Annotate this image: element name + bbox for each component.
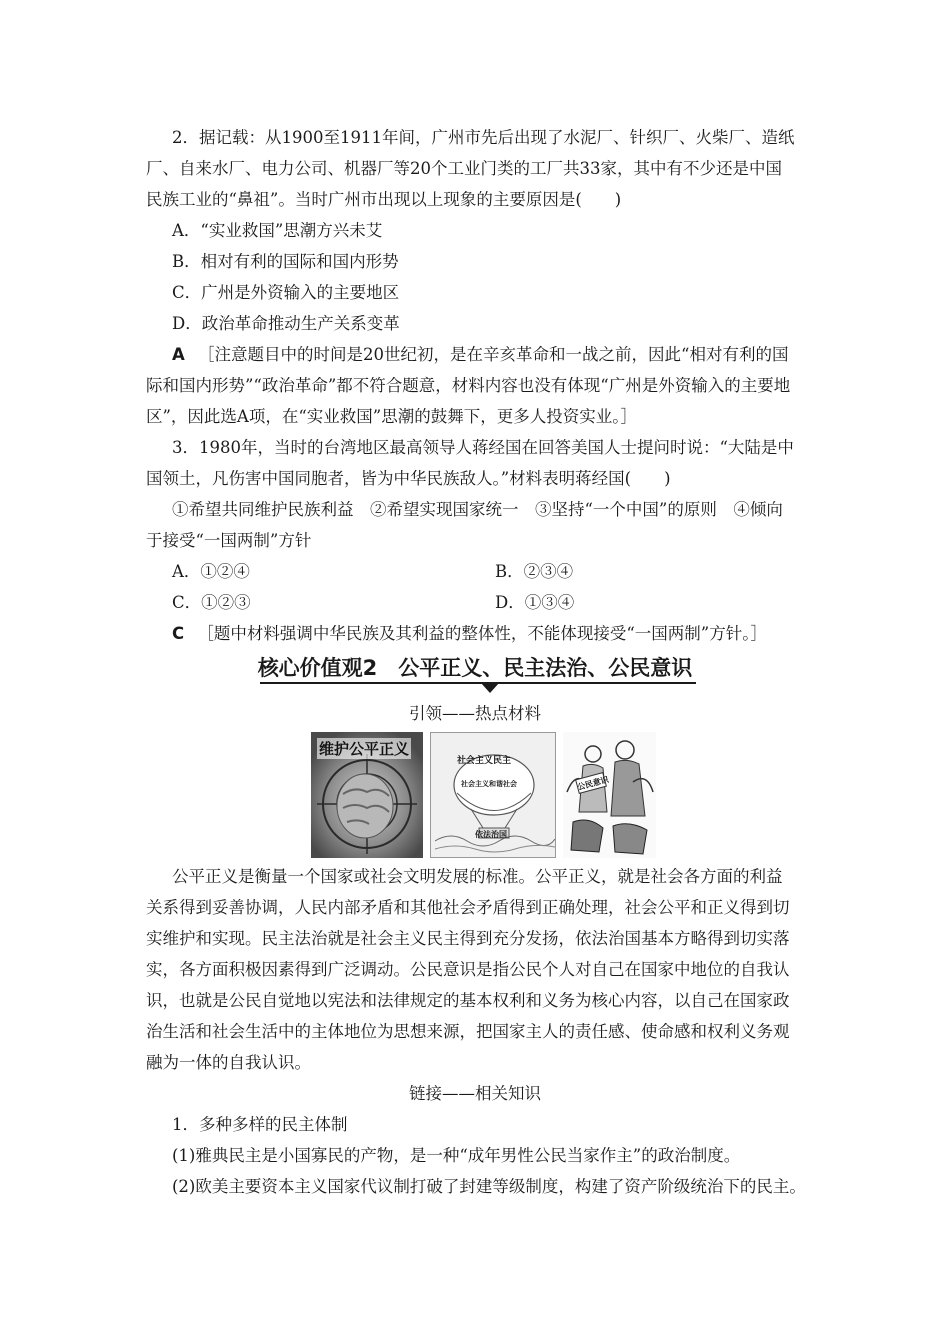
- para-line6: 治生活和社会生活中的主体地位为思想来源，把国家主人的责任感、使命感和权利义务观: [146, 1022, 790, 1041]
- q2-option-c: C．广州是外资输入的主要地区: [172, 283, 400, 302]
- q2-answer-line1: ［注意题目中的时间是20世纪初，是在辛亥革命和一战之前，因此“相对有利的国: [198, 345, 789, 364]
- q3-option-c: C．①②③: [172, 593, 251, 612]
- para-line4: 实，各方面积极因素得到广泛调动。公民意识是指公民个人对自己在国家中地位的自我认: [146, 960, 790, 979]
- q2-line2: 厂、自来水厂、电力公司、机器厂等20个工业门类的工厂共33家，其中有不少还是中国: [146, 159, 782, 178]
- q2-answer-line3: 区”，因此选A项，在“实业救国”思潮的鼓舞下，更多人投资实业。］: [146, 407, 637, 426]
- q3-line1: 3．1980年，当时的台湾地区最高领导人蒋经国在回答美国人士提问时说：“大陆是中: [172, 438, 794, 457]
- q3-option-d: D．①③④: [495, 593, 575, 612]
- citizen-sketch-icon: [563, 732, 656, 858]
- section-title-rule: [260, 682, 696, 684]
- democracy-rule-of-law-image: [430, 732, 556, 858]
- triangle-marker-icon: [481, 683, 499, 693]
- link-title: 链接——相关知识: [409, 1084, 541, 1103]
- para-line7: 融为一体的自我认识。: [146, 1053, 311, 1072]
- q2-line3: 民族工业的“鼻祖”。当时广州市出现以上现象的主要原因是( ): [146, 190, 622, 209]
- q3-option-a: A．①②④: [172, 562, 250, 581]
- img3-caption: 公民意识: [576, 775, 610, 792]
- q2-answer: [172, 344, 788, 366]
- section-title: 核心价值观2 公平正义、民主法治、公民意识: [257, 656, 693, 680]
- para-line5: 识，也就是公民自觉地以宪法和法律规定的基本权利和义务为核心内容，以自己在国家政: [146, 991, 790, 1010]
- q3-answer-letter: C: [172, 624, 185, 643]
- q3-line3: ①希望共同维护民族利益 ②希望实现国家统一 ③坚持“一个中国”的原则 ④倾向: [172, 500, 783, 519]
- para-line2: 关系得到妥善协调，人民内部矛盾和其他社会矛盾得到正确处理，社会公平和正义得到切: [146, 898, 790, 917]
- q3-answer-text: ［题中材料强调中华民族及其利益的整体性，不能体现接受“一国两制”方针。］: [197, 624, 767, 643]
- section-subtitle: 引领——热点材料: [409, 704, 541, 723]
- item1-2: (2)欧美主要资本主义国家代议制打破了封建等级制度，构建了资产阶级统治下的民主。: [172, 1177, 806, 1196]
- q3-line4: 于接受“一国两制”方针: [146, 531, 312, 550]
- item1-1: (1)雅典民主是小国寡民的产物，是一种“成年男性公民当家作主”的政治制度。: [172, 1146, 741, 1165]
- q2-answer-letter: A: [172, 345, 185, 364]
- fairness-justice-image: [311, 732, 423, 858]
- q3-answer: [172, 623, 767, 645]
- para-line3: 实维护和实现。民主法治就是社会主义民主得到充分发扬，依法治国基本方略得到切实落: [146, 929, 790, 948]
- img2-caption-bottom: 依法治国: [475, 830, 507, 839]
- q2-option-b: B．相对有利的国际和国内形势: [172, 252, 399, 271]
- q3-option-b: B．②③④: [495, 562, 574, 581]
- q3-line2: 国领土，凡伤害中国同胞者，皆为中华民族敌人。”材料表明蒋经国( ): [146, 469, 671, 488]
- q2-option-d: D．政治革命推动生产关系变革: [172, 314, 400, 333]
- q2-answer-line2: 际和国内形势”“政治革命”都不符合题意，材料内容也没有体现“广州是外资输入的主要地: [146, 376, 791, 395]
- q2-line1: 2．据记载：从1900至1911年间，广州市先后出现了水泥厂、针织厂、火柴厂、造纸: [172, 128, 795, 147]
- q2-option-a: A．“实业救国”思潮方兴未艾: [172, 221, 383, 240]
- item1: 1．多种多样的民主体制: [172, 1115, 348, 1134]
- para-line1: 公平正义是衡量一个国家或社会文明发展的标准。公平正义，就是社会各方面的利益: [172, 867, 783, 886]
- img2-caption-top: 社会主义民主: [457, 756, 512, 766]
- img2-caption-mid: 社会主义和谐社会: [461, 780, 517, 788]
- civic-awareness-image: [563, 732, 656, 858]
- img1-caption: 维护公平正义: [319, 740, 410, 758]
